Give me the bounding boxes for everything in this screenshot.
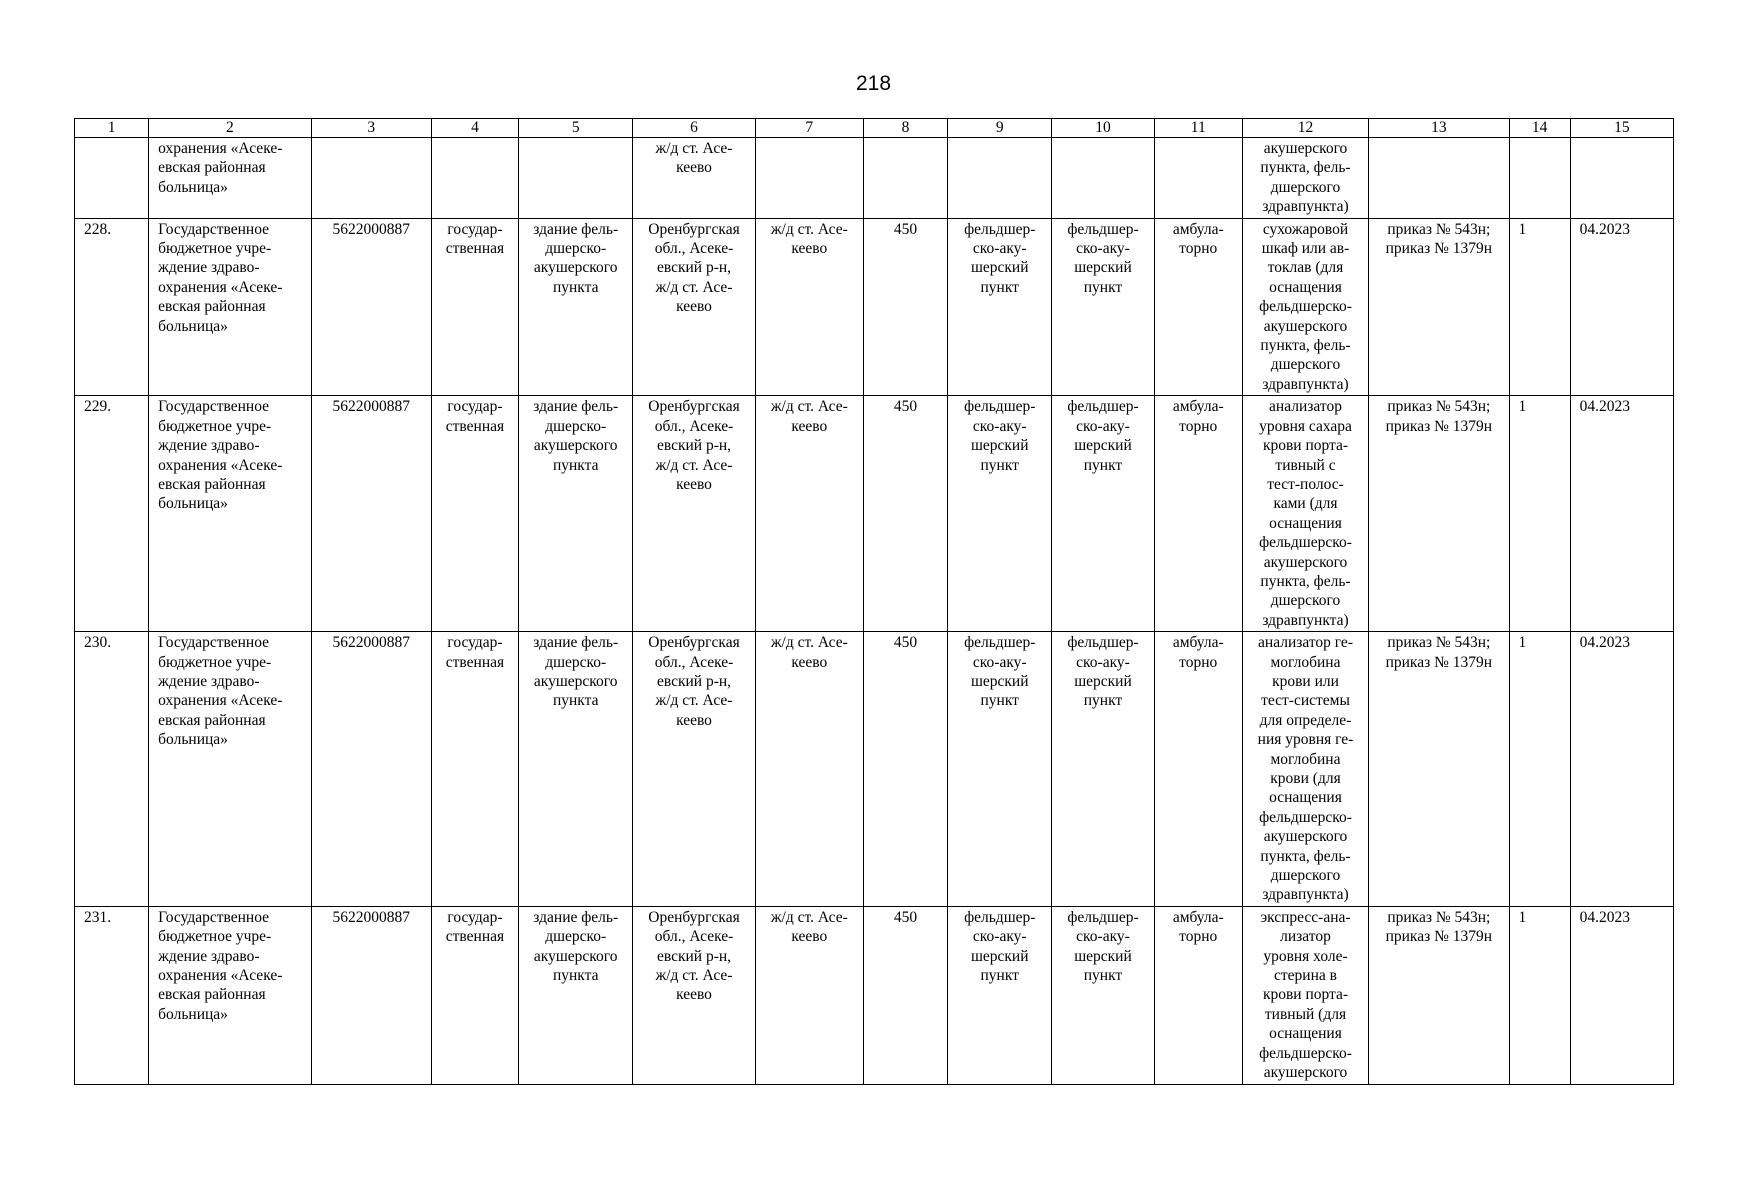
- column-number: 11: [1154, 119, 1242, 138]
- object-cell: здание фель- дшерско- акушерского пункта: [519, 218, 633, 396]
- inn-cell: 5622000887: [311, 906, 431, 1084]
- num-cell: 230.: [75, 632, 149, 907]
- object-cell: здание фель- дшерско- акушерского пункта: [519, 632, 633, 907]
- population-cell: [863, 138, 947, 219]
- settlement-cell: ж/д ст. Асе- кеево: [633, 138, 755, 219]
- care-form-cell: амбула- торно: [1154, 218, 1242, 396]
- table-row: [75, 396, 1674, 632]
- column-number: 7: [755, 119, 863, 138]
- basis-cell: приказ № 543н; приказ № 1379н: [1369, 906, 1509, 1084]
- unit-type-cell: [948, 138, 1052, 219]
- care-form-cell: [1154, 138, 1242, 219]
- address-cell: [755, 138, 863, 219]
- unit-type-cell: фельдшер- ско-аку- шерский пункт: [948, 218, 1052, 396]
- org-cell: Государственное бюджетное учре- ждение здраво- охранения «Асеке- евская районная больница»: [149, 906, 311, 1084]
- unit-profile-cell: [1052, 138, 1154, 219]
- table-row: [75, 632, 1674, 907]
- column-number: 15: [1570, 119, 1673, 138]
- address-cell: Оренбургская обл., Асеке- евский р-н, ж/д ст. Асе- кеево: [633, 396, 755, 632]
- qty-cell: 1: [1509, 906, 1570, 1084]
- care-form-cell: амбула- торно: [1154, 632, 1242, 907]
- column-number: 10: [1052, 119, 1154, 138]
- object-cell: здание фель- дшерско- акушерского пункта: [519, 396, 633, 632]
- date-cell: [1570, 138, 1673, 219]
- column-number: 8: [863, 119, 947, 138]
- date-cell: 04.2023: [1570, 632, 1673, 907]
- num-cell: 229.: [75, 396, 149, 632]
- ownership-cell: [431, 138, 518, 219]
- table-row-continued: [75, 138, 1674, 219]
- object-cell: здание фель- дшерско- акушерского пункта: [519, 906, 633, 1084]
- column-number: 14: [1509, 119, 1570, 138]
- address-cell: Оренбургская обл., Асеке- евский р-н, ж/д ст. Асе- кеево: [633, 632, 755, 907]
- column-number: 9: [948, 119, 1052, 138]
- equipment-cell: сухожаровой шкаф или ав- токлав (для оснащения фельдшерско- акушерского пункта, фель- дшерского здравпункта): [1242, 218, 1368, 396]
- population-cell: 450: [863, 632, 947, 907]
- equipment-cell: анализатор ге- моглобина крови или тест-системы для определе- ния уровня ге- моглобина крови (для оснащения фельдшерско- акушерского пункта, фель- дшерского здравпункта): [1242, 632, 1368, 907]
- care-form-cell: амбула- торно: [1154, 396, 1242, 632]
- org-cell: Государственное бюджетное учре- ждение здраво- охранения «Асеке- евская районная больница»: [149, 218, 311, 396]
- date-cell: 04.2023: [1570, 218, 1673, 396]
- num-cell: [75, 138, 149, 219]
- settlement-cell: ж/д ст. Асе- кеево: [755, 218, 863, 396]
- address-cell: Оренбургская обл., Асеке- евский р-н, ж/д ст. Асе- кеево: [633, 906, 755, 1084]
- object-cell: [519, 138, 633, 219]
- care-form-cell: амбула- торно: [1154, 906, 1242, 1084]
- basis-cell: [1369, 138, 1509, 219]
- settlement-cell: ж/д ст. Асе- кеево: [755, 906, 863, 1084]
- unit-type-cell: фельдшер- ско-аку- шерский пункт: [948, 632, 1052, 907]
- basis-cell: приказ № 543н; приказ № 1379н: [1369, 632, 1509, 907]
- ownership-cell: государ- ственная: [431, 218, 518, 396]
- column-number-row: [75, 119, 1674, 138]
- qty-cell: 1: [1509, 396, 1570, 632]
- inn-cell: 5622000887: [311, 218, 431, 396]
- date-cell: 04.2023: [1570, 906, 1673, 1084]
- inn-cell: 5622000887: [311, 632, 431, 907]
- column-number: 6: [633, 119, 755, 138]
- unit-profile-cell: фельдшер- ско-аку- шерский пункт: [1052, 906, 1154, 1084]
- org-cell: Государственное бюджетное учре- ждение здраво- охранения «Асеке- евская районная больница»: [149, 632, 311, 907]
- equipment-cell: анализатор уровня сахара крови порта- тивный с тест-полос- ками (для оснащения фельдшерско- акушерского пункта, фель- дшерского здравпункта): [1242, 396, 1368, 632]
- basis-cell: приказ № 543н; приказ № 1379н: [1369, 396, 1509, 632]
- column-number: 5: [519, 119, 633, 138]
- column-number: 1: [75, 119, 149, 138]
- unit-type-cell: фельдшер- ско-аку- шерский пункт: [948, 396, 1052, 632]
- qty-cell: 1: [1509, 632, 1570, 907]
- num-cell: 231.: [75, 906, 149, 1084]
- inn-cell: 5622000887: [311, 396, 431, 632]
- org-cell: Государственное бюджетное учре- ждение здраво- охранения «Асеке- евская районная больница»: [149, 396, 311, 632]
- registry-table: [74, 118, 1674, 1085]
- equipment-cell: акушерского пункта, фель- дшерского здравпункта): [1242, 138, 1368, 219]
- unit-type-cell: фельдшер- ско-аку- шерский пункт: [948, 906, 1052, 1084]
- table-row: [75, 906, 1674, 1084]
- ownership-cell: государ- ственная: [431, 906, 518, 1084]
- population-cell: 450: [863, 906, 947, 1084]
- equipment-cell: экспресс-ана- лизатор уровня холе- стерина в крови порта- тивный (для оснащения фельдшерско- акушерского: [1242, 906, 1368, 1084]
- qty-cell: [1509, 138, 1570, 219]
- unit-profile-cell: фельдшер- ско-аку- шерский пункт: [1052, 396, 1154, 632]
- settlement-cell: ж/д ст. Асе- кеево: [755, 632, 863, 907]
- table-body: [75, 119, 1674, 1085]
- table-row: [75, 218, 1674, 396]
- org-cell: охранения «Асеке- евская районная больница»: [149, 138, 311, 219]
- ownership-cell: государ- ственная: [431, 632, 518, 907]
- num-cell: 228.: [75, 218, 149, 396]
- inn-cell: [311, 138, 431, 219]
- column-number: 4: [431, 119, 518, 138]
- qty-cell: 1: [1509, 218, 1570, 396]
- unit-profile-cell: фельдшер- ско-аку- шерский пункт: [1052, 218, 1154, 396]
- address-cell: Оренбургская обл., Асеке- евский р-н, ж/д ст. Асе- кеево: [633, 218, 755, 396]
- page-number: 218: [855, 72, 892, 95]
- column-number: 13: [1369, 119, 1509, 138]
- column-number: 12: [1242, 119, 1368, 138]
- column-number: 3: [311, 119, 431, 138]
- column-number: 2: [149, 119, 311, 138]
- population-cell: 450: [863, 218, 947, 396]
- date-cell: 04.2023: [1570, 396, 1673, 632]
- ownership-cell: государ- ственная: [431, 396, 518, 632]
- population-cell: 450: [863, 396, 947, 632]
- basis-cell: приказ № 543н; приказ № 1379н: [1369, 218, 1509, 396]
- settlement-cell: ж/д ст. Асе- кеево: [755, 396, 863, 632]
- unit-profile-cell: фельдшер- ско-аку- шерский пункт: [1052, 632, 1154, 907]
